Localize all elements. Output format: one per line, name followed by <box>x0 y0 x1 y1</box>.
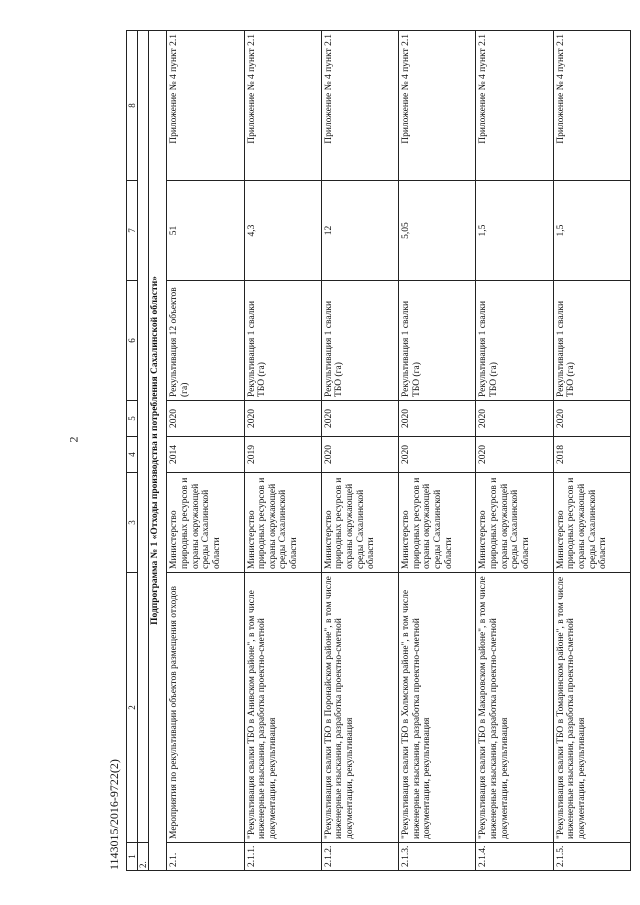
cell-description: "Рекультивация свалки ТБО в Поронайском районе", в том числе инженерные изыскания, разработка проектно-сметной документации, рекультивация <box>321 573 398 843</box>
cell-executor: Министерство природных ресурсов и охраны окружающей среды Сахалинской области <box>476 473 553 573</box>
cell-description: Мероприятия по рекультивации объектов размещения отходов <box>167 573 244 843</box>
cell-value: 51 <box>167 181 244 281</box>
cell-number: 2.1.3. <box>399 843 476 871</box>
col-header-5: 5 <box>127 401 138 437</box>
cell-reference: Приложение № 4 пункт 2.1 <box>244 31 321 181</box>
col-header-7: 7 <box>127 181 138 281</box>
col-header-4: 4 <box>127 437 138 473</box>
col-header-6: 6 <box>127 281 138 401</box>
cell-end-year: 2020 <box>399 401 476 437</box>
cell-start-year: 2020 <box>321 437 398 473</box>
cell-end-year: 2020 <box>476 401 553 437</box>
cell-reference: Приложение № 4 пункт 2.1 <box>399 31 476 181</box>
empty-cell <box>138 31 149 843</box>
cell-executor: Министерство природных ресурсов и охраны окружающей среды Сахалинской области <box>321 473 398 573</box>
cell-number: 2.1.4. <box>476 843 553 871</box>
table-row <box>476 31 553 871</box>
cell-result: Рекультивация 1 свалки ТБО (га) <box>321 281 398 401</box>
cell-end-year: 2020 <box>244 401 321 437</box>
cell-reference: Приложение № 4 пункт 2.1 <box>167 31 244 181</box>
cell-result: Рекультивация 1 свалки ТБО (га) <box>476 281 553 401</box>
table-row <box>167 31 244 871</box>
cell-description: "Рекультивация свалки ТБО в Томаринском районе", в том числе инженерные изыскания, разработка проектно-сметной документации, рекультивация <box>553 573 630 843</box>
cell-description: "Рекультивация свалки ТБО в Анивском районе", в том числе инженерные изыскания, разработка проектно-сметной документации, рекультивация <box>244 573 321 843</box>
cell-value: 5,05 <box>399 181 476 281</box>
cell-start-year: 2020 <box>476 437 553 473</box>
table-row <box>399 31 476 871</box>
header-row <box>127 31 138 871</box>
cell-value: 1,5 <box>476 181 553 281</box>
table-row <box>321 31 398 871</box>
col-header-1: 1 <box>127 843 138 871</box>
col-header-2: 2 <box>127 573 138 843</box>
col-header-8: 8 <box>127 31 138 181</box>
cell-reference: Приложение № 4 пункт 2.1 <box>553 31 630 181</box>
cell-result: Рекультивация 1 свалки ТБО (га) <box>399 281 476 401</box>
cell-value: 4,3 <box>244 181 321 281</box>
cell-end-year: 2020 <box>167 401 244 437</box>
cell-number: 2.1.5. <box>553 843 630 871</box>
cell-number: 2.1.1. <box>244 843 321 871</box>
cell-result: Рекультивация 12 объектов (га) <box>167 281 244 401</box>
col-header-3: 3 <box>127 473 138 573</box>
cell-number: 2.1.2. <box>321 843 398 871</box>
cell-result: Рекультивация 1 свалки ТБО (га) <box>244 281 321 401</box>
cell-executor: Министерство природных ресурсов и охраны окружающей среды Сахалинской области <box>399 473 476 573</box>
table-row <box>244 31 321 871</box>
cell-reference: Приложение № 4 пункт 2.1 <box>476 31 553 181</box>
cell-end-year: 2020 <box>553 401 630 437</box>
section-row <box>149 31 167 871</box>
cell-end-year: 2020 <box>321 401 398 437</box>
cell-start-year: 2020 <box>399 437 476 473</box>
cell-start-year: 2018 <box>553 437 630 473</box>
cell-start-year: 2014 <box>167 437 244 473</box>
cell-executor: Министерство природных ресурсов и охраны окружающей среды Сахалинской области <box>167 473 244 573</box>
cell-value: 1,5 <box>553 181 630 281</box>
document-code: 1143015/2016-9722(2) <box>107 759 121 870</box>
cell-description: "Рекультивация свалки ТБО в Макаровском районе", в том числе инженерные изыскания, разработка проектно-сметной документации, рекультивация <box>476 573 553 843</box>
row-number: 2. <box>138 843 149 871</box>
cell-executor: Министерство природных ресурсов и охраны окружающей среды Сахалинской области <box>244 473 321 573</box>
table-row <box>553 31 630 871</box>
section-title: Подпрограмма № 1 «Отходы производства и потребления Сахалинской области» <box>149 31 167 871</box>
program-table-container <box>126 31 631 871</box>
cell-number: 2.1. <box>167 843 244 871</box>
program-table <box>126 30 631 871</box>
page-number: 2 <box>66 436 81 443</box>
cell-result: Рекультивация 1 свалки ТБО (га) <box>553 281 630 401</box>
cell-description: "Рекультивация свалки ТБО в Холмском районе", в том числе инженерные изыскания, разработка проектно-сметной документации, рекультивация <box>399 573 476 843</box>
cell-executor: Министерство природных ресурсов и охраны окружающей среды Сахалинской области <box>553 473 630 573</box>
cell-reference: Приложение № 4 пункт 2.1 <box>321 31 398 181</box>
cell-start-year: 2019 <box>244 437 321 473</box>
table-row <box>138 31 149 871</box>
cell-value: 12 <box>321 181 398 281</box>
